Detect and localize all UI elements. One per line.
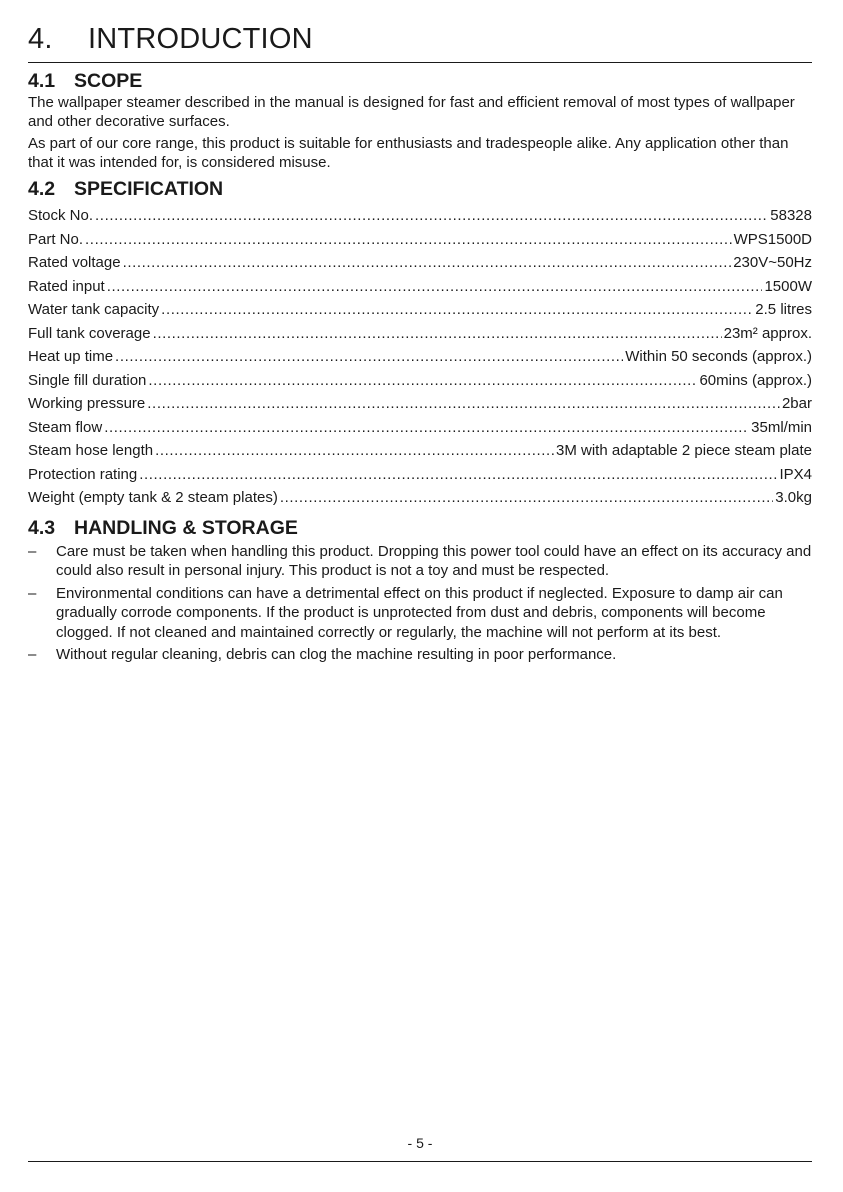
- handling-item: [28, 542, 812, 581]
- spec-leader-dots: [104, 416, 749, 440]
- section-number: 4.1: [28, 70, 56, 92]
- spec-row: [28, 251, 812, 275]
- section-number: 4.2: [28, 178, 56, 200]
- header-rule: [28, 62, 812, 63]
- spec-value: 35ml/min: [751, 418, 812, 436]
- section-title: SCOPE: [74, 70, 143, 92]
- spec-label: Full tank coverage: [28, 324, 151, 342]
- spec-row: [28, 345, 812, 369]
- spec-label: Rated voltage: [28, 254, 121, 271]
- spec-label: Working pressure: [28, 395, 146, 412]
- spec-leader-dots: [123, 251, 732, 275]
- chapter-title: [28, 22, 313, 56]
- chapter-title-text: INTRODUCTION: [88, 23, 313, 55]
- spec-value: IPX4: [779, 465, 812, 483]
- spec-value: 2.5 litres: [755, 301, 812, 318]
- spec-value: 60mins (approx.): [699, 371, 812, 389]
- spec-value: 58328: [770, 207, 812, 224]
- handling-item: [28, 584, 812, 643]
- spec-leader-dots: [155, 439, 554, 463]
- scope-paragraph: As part of our core range, this product is suitable for enthusiasts and tradespeople alike. Any application other than that it was intended for, is considered misuse.: [28, 135, 789, 171]
- spec-label: Single fill duration: [28, 371, 147, 389]
- spec-row: [28, 275, 812, 299]
- page-number: - 5 -: [407, 1135, 433, 1151]
- spec-label: Heat up time: [28, 348, 114, 365]
- page-content: [28, 69, 812, 668]
- spec-row: [28, 204, 812, 228]
- section-scope: [28, 69, 812, 172]
- spec-value: WPS1500D: [733, 230, 812, 248]
- handling-item: [28, 645, 812, 665]
- spec-leader-dots: [115, 345, 623, 369]
- spec-value: 23m² approx.: [723, 324, 812, 342]
- spec-leader-dots: [85, 228, 732, 252]
- spec-row: [28, 416, 812, 440]
- spec-value: Within 50 seconds (approx.): [625, 348, 812, 365]
- spec-value: 3.0kg: [775, 489, 812, 506]
- spec-label: Rated input: [28, 277, 105, 295]
- spec-row: [28, 463, 812, 487]
- spec-label: Steam flow: [28, 418, 103, 436]
- spec-value: 3M with adaptable 2 piece steam plate: [556, 442, 812, 459]
- chapter-number: 4.: [28, 23, 53, 55]
- handling-item-text: Care must be taken when handling this product. Dropping this power tool could have an effect on its accuracy and could also result in personal injury. This product is not a toy and must be respected.: [56, 542, 812, 579]
- spec-leader-dots: [153, 322, 722, 346]
- dash-bullet: –: [28, 584, 37, 602]
- spec-value: 1500W: [764, 277, 812, 295]
- spec-row: [28, 439, 812, 463]
- section-handling-storage: [28, 516, 812, 665]
- handling-item-text: Environmental conditions can have a detrimental effect on this product if neglected. Exposure to damp air can gradually corrode components. If the product is unprotected from dust and debris, components will become clogged. If not cleaned and maintained correctly or regularly, the machine will not perform at its best.: [56, 584, 783, 641]
- section-title: HANDLING & STORAGE: [74, 516, 298, 539]
- spec-leader-dots: [161, 298, 753, 322]
- footer-rule: [28, 1161, 812, 1162]
- section-number: 4.3: [28, 516, 56, 539]
- specification-table: [28, 204, 812, 510]
- spec-leader-dots: [148, 369, 697, 393]
- section-specification: [28, 177, 812, 510]
- dash-bullet: –: [28, 542, 37, 560]
- spec-label: Water tank capacity: [28, 301, 160, 318]
- spec-leader-dots: [139, 463, 777, 487]
- spec-label: Steam hose length: [28, 442, 154, 459]
- section-heading-scope: [28, 69, 812, 93]
- spec-value: 230V~50Hz: [733, 254, 812, 271]
- spec-label: Stock No.: [28, 207, 94, 224]
- spec-leader-dots: [95, 204, 768, 228]
- spec-leader-dots: [280, 486, 773, 510]
- spec-row: [28, 369, 812, 393]
- handling-list: [28, 542, 812, 665]
- section-heading-specification: [28, 177, 812, 201]
- spec-row: [28, 322, 812, 346]
- spec-row: [28, 392, 812, 416]
- dash-bullet: –: [28, 646, 37, 663]
- spec-row: [28, 298, 812, 322]
- handling-item-text: Without regular cleaning, debris can clog the machine resulting in poor performance.: [56, 646, 617, 663]
- spec-row: [28, 228, 812, 252]
- manual-page: [28, 0, 812, 1192]
- spec-value: 2bar: [781, 395, 812, 412]
- spec-label: Part No.: [28, 230, 84, 248]
- spec-leader-dots: [107, 275, 763, 299]
- spec-row: [28, 486, 812, 510]
- spec-label: Weight (empty tank & 2 steam plates): [28, 489, 278, 506]
- section-heading-handling: [28, 516, 812, 540]
- spec-leader-dots: [147, 392, 780, 416]
- scope-paragraph: The wallpaper steamer described in the manual is designed for fast and efficient removal of most types of wallpaper and other decorative surfaces.: [28, 94, 795, 130]
- spec-label: Protection rating: [28, 465, 138, 483]
- section-title: SPECIFICATION: [74, 178, 224, 200]
